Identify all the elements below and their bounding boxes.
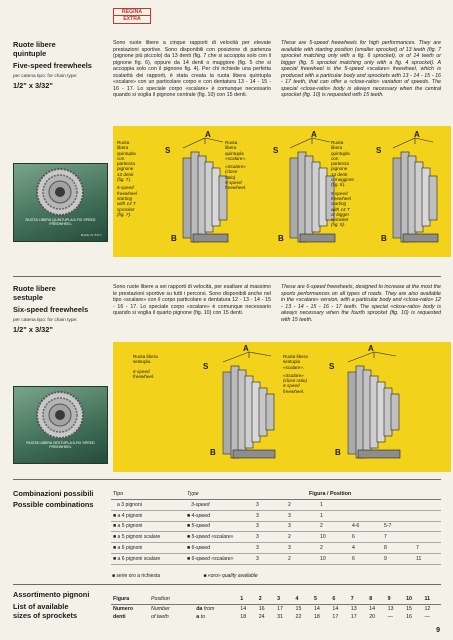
table-row [111, 543, 441, 554]
cog-image-2 [14, 387, 107, 447]
chain-size-2: 1/2" x 3/32" [13, 325, 53, 334]
table-row [111, 500, 441, 511]
val-cell [350, 500, 382, 511]
title-en-2: Six-speed freewheels [13, 305, 89, 314]
col-head: 7 [350, 596, 354, 603]
val-cell: 7 [382, 532, 414, 543]
figura-label: Figura [113, 596, 130, 603]
col-head: 4 [295, 596, 299, 603]
from-val: 14 [369, 605, 376, 612]
label-b-5: B [335, 448, 341, 457]
col-head: 10 [406, 596, 412, 603]
from-val: 15 [295, 605, 302, 612]
val-cell: 10 [318, 553, 350, 564]
label-b-2: B [278, 234, 284, 243]
col-head: 6 [332, 596, 336, 603]
val-cell: 9 [382, 553, 414, 564]
cog-image [14, 164, 107, 224]
box-label-2: RUOTA LIBERA SESTUPLA 6-FIX SPEED FREEWHEEL [26, 441, 95, 450]
val-cell [350, 510, 382, 521]
val-cell: 3 [254, 553, 286, 564]
title-it2-line1: Ruote libere [13, 284, 56, 293]
from-val: 14 [240, 605, 247, 612]
numero-label: Numero [113, 605, 134, 612]
from-val: 13 [387, 605, 394, 612]
caption-6a: Ruota libera sestupla. 6-speed freewheel. [133, 354, 158, 379]
h-type: Type [185, 489, 254, 500]
combo-note: ■ serie oro a richiesta ■ «oro» quality available [112, 573, 258, 579]
tipo-cell: a 3 pignoni [111, 500, 185, 511]
section-six-speed [0, 280, 453, 480]
title-it [13, 41, 103, 58]
val-cell: 2 [286, 553, 318, 564]
type-cell: ■ 4-speed [185, 510, 254, 521]
from-val: 16 [258, 605, 265, 612]
number-label: Number [151, 605, 170, 612]
val-cell: 3 [254, 543, 286, 554]
to-val: 17 [350, 614, 357, 621]
col-head: 2 [258, 596, 262, 603]
label-a-3: A [414, 130, 420, 139]
assort-title-en-1: List of available [13, 602, 69, 611]
val-cell: 10 [318, 532, 350, 543]
caption-c: Ruota libera quintupla con partenza pignone 14 denti o maggiore (fig. 5). 5-speed freewheel starting with 14 T or bigger sprocket (fig. 5). [331, 140, 354, 228]
label-s-3: S [376, 146, 382, 155]
title-it-line1: Ruote libere [13, 40, 56, 49]
val-cell: 4-6 [350, 521, 382, 532]
section-divider-2 [13, 479, 441, 480]
logo-line-1: REGINA [121, 9, 143, 15]
freewheel-box-image [13, 163, 108, 242]
to-val: — [387, 614, 393, 621]
val-cell: 3 [286, 510, 318, 521]
val-cell: 2 [318, 543, 350, 554]
table-row [111, 604, 441, 613]
to-val: 16 [406, 614, 412, 621]
val-cell [414, 521, 441, 532]
val-cell: 2 [286, 532, 318, 543]
caption-6b: Ruota libera sestupla «scalare». «Scalare» (close ratio) 6-speed freewheel. [283, 354, 308, 394]
assort-title-it: Assortimento pignoni [13, 590, 90, 599]
title-it-line2: quintuple [13, 48, 47, 58]
assort-title-en-2: sizes of sprockets [13, 611, 78, 620]
chain-label: per catena tipo: for chain type: [13, 74, 78, 79]
combo-title-it: Combinazioni possibili [13, 489, 94, 498]
val-cell: 5-7 [382, 521, 414, 532]
table-row [111, 532, 441, 543]
label-b-1: B [171, 234, 177, 243]
section-divider-3 [13, 584, 441, 585]
val-cell: 3 [254, 510, 286, 521]
title-it2-line2: sestuple [13, 292, 43, 302]
val-cell: 8 [382, 543, 414, 554]
to-val: 24 [258, 614, 265, 621]
label-b-4: B [210, 448, 216, 457]
sprocket-sizes-table [111, 595, 441, 622]
label-b-3: B [381, 234, 387, 243]
logo-line-2: EXTRA [114, 15, 150, 22]
val-cell [382, 510, 414, 521]
from-val: 12 [424, 605, 431, 612]
type-cell: 3-speed [185, 500, 254, 511]
type-cell: ■ 5-speed [185, 521, 254, 532]
position-label: Position [151, 596, 170, 603]
type-cell: ■ 5-speed «scalare» [185, 532, 254, 543]
tipo-cell: ■ a 6 pignoni scalare [111, 553, 185, 564]
val-cell: 2 [318, 521, 350, 532]
label-s-4: S [203, 362, 209, 371]
val-cell: 3 [286, 543, 318, 554]
label-a-4: A [243, 344, 249, 353]
tipo-cell: ■ a 5 pignoni scalare [111, 532, 185, 543]
label-s-1: S [165, 146, 171, 155]
chain-size: 1/2" x 3/32" [13, 81, 53, 90]
val-cell: 3 [254, 532, 286, 543]
table-row [111, 613, 441, 622]
val-cell: 1 [318, 500, 350, 511]
description-it: Sono ruote libere a cinque rapporti di velocità per elevate prestazioni sportive. Sono disponibili con posizione di partenza (pignone più piccolo) da 13 denti (fig. 7 che si accoppia solo con il pignone fig. 6), oppure da 14 denti o maggiore (fig. 5 che si accoppia solo con il pignone fig. 4). Per chi richiede una perfetta scalarità dei rapporti, è stata creata la ruota libera quintupla «scalare» con un particolare corpo e con dentatura 13 - 14 - 15 - 16 - 17. Lo speciale corpo «scalare» è comunque necessario quando si voglia il pignone centrale (fig. 10) con 15 denti. [113, 40, 271, 99]
to-val: 20 [369, 614, 376, 621]
to-label: a to [196, 614, 206, 621]
h-figura: Figura / Position [254, 489, 441, 500]
from-val: 14 [313, 605, 320, 612]
to-val: — [424, 614, 430, 621]
from-val: 13 [350, 605, 357, 612]
title-it-2 [13, 285, 103, 302]
to-val: 22 [295, 614, 302, 621]
val-cell: 3 [286, 521, 318, 532]
val-cell: 3 [254, 521, 286, 532]
tipo-cell: ■ a 4 pignoni [111, 510, 185, 521]
val-cell: 1 [318, 510, 350, 521]
table-row [111, 521, 441, 532]
note-it: serie oro a richiesta [116, 573, 161, 579]
caption-b: Ruota libera quintupla «scalare». «Scalare» (close ratio) 5-speed freewheel. [225, 140, 247, 191]
val-cell: 6 [350, 553, 382, 564]
label-s-2: S [273, 146, 279, 155]
label-a-1: A [205, 130, 211, 139]
col-head: 8 [369, 596, 373, 603]
val-cell: 11 [414, 553, 441, 564]
col-head: 9 [387, 596, 391, 603]
freewheel-box-image-2 [13, 386, 108, 464]
chain-label-2: per catena tipo: for chain type: [13, 318, 78, 323]
type-cell: ■ 6-speed «scalare» [185, 553, 254, 564]
from-val: 14 [332, 605, 339, 612]
denti-label: denti [113, 614, 126, 621]
to-val: 17 [332, 614, 339, 621]
six-speed-diagram-panel [113, 342, 451, 472]
tipo-cell: ■ a 5 pignoni [111, 521, 185, 532]
label-a-5: A [368, 344, 374, 353]
of-teeth-label: of teeth [151, 614, 169, 621]
type-cell: ■ 6-speed [185, 543, 254, 554]
from-val: 17 [277, 605, 284, 612]
to-val: 18 [313, 614, 320, 621]
col-head: 3 [277, 596, 281, 603]
val-cell [414, 500, 441, 511]
to-val: 31 [277, 614, 284, 621]
col-head: 1 [240, 596, 244, 603]
from-val: 15 [406, 605, 412, 612]
to-val: 18 [240, 614, 247, 621]
combo-header-row [111, 489, 441, 500]
tipo-cell: ■ a 6 pignoni [111, 543, 185, 554]
col-head: 11 [424, 596, 431, 603]
box-label: RUOTA LIBERA QUINTUPLA 5-FIX SPEED FREEWHEEL [25, 218, 96, 227]
section-five-speed [0, 0, 453, 270]
val-cell: 2 [286, 500, 318, 511]
val-cell: 3 [254, 500, 286, 511]
box-made-in: MADE IN ITALY [80, 233, 102, 237]
h-tipo: Tipo [111, 489, 185, 500]
table-row [111, 553, 441, 564]
description-en-2: These are 6-speed freewheels, designed to increase at the most the sports performances on all types of roads. They are also available in the «scalare» version, with a particular body and «close-ratio» 12 - 13 - 14 - 15 - 16 - 17 teeth. The special «close-ratio» body is always necessary when the fourth sprocket (fig. 10) is requested with 15 teeth. [281, 284, 441, 323]
table-row [111, 510, 441, 521]
page-number: 9 [436, 627, 440, 634]
combo-title-en: Possible combinations [13, 500, 94, 509]
label-a-2: A [311, 130, 317, 139]
val-cell: 6 [350, 532, 382, 543]
val-cell [382, 500, 414, 511]
label-s-5: S [329, 362, 335, 371]
from-label: da from [196, 605, 215, 612]
col-head: 5 [313, 596, 317, 603]
caption-a: Ruota libera quintupla con partenza pignone 13 denti (fig. 7). 5-speed freewheel starting with 13 T sprocket (fig. 7). [117, 140, 137, 217]
assort-header-row [111, 595, 441, 604]
val-cell [414, 510, 441, 521]
description-en: These are 5-speed freewheels for high performances. They are available with starting position (smaller sprocket) of 13 teeth (fig. 7 sprocket matching only with a fig. 6 sprocket), or of 14 teeth or bigger (fig. 5 sprocket matching only with a fig. 4 sprocket). A special freewheel is the 5-speed «scalare» freewheel, which is produced with a particular body and sprockets with 13 - 14 - 15 - 16 - 17 teeth, that can offer a «close-ratio» variation of speeds. The special «close-ratio» body is always necessary when the central sprocket (fig. 10) is requested with 15 teeth. [281, 40, 441, 99]
val-cell: 7 [414, 543, 441, 554]
note-en: «oro» quality available [207, 573, 258, 579]
val-cell: 4 [350, 543, 382, 554]
five-speed-diagram-panel [113, 126, 451, 257]
val-cell [414, 532, 441, 543]
title-en: Five-speed freewheels [13, 61, 92, 70]
description-it-2: Sono ruote libere a sei rapporti di velocità, per esaltare al massimo le prestazioni sportive su tutti i percorsi. Sono disponibili anche nel tipo «scalare» con il corpo particolare e dentatura 12 - 13 - 14 - 15 - 16 - 17. Lo speciale corpo «scalare» è comunque necessario quando si voglia il quarto pignone (fig. 10) con 15 denti. [113, 284, 271, 317]
section-divider-1 [13, 276, 441, 277]
combinations-table [111, 489, 441, 565]
